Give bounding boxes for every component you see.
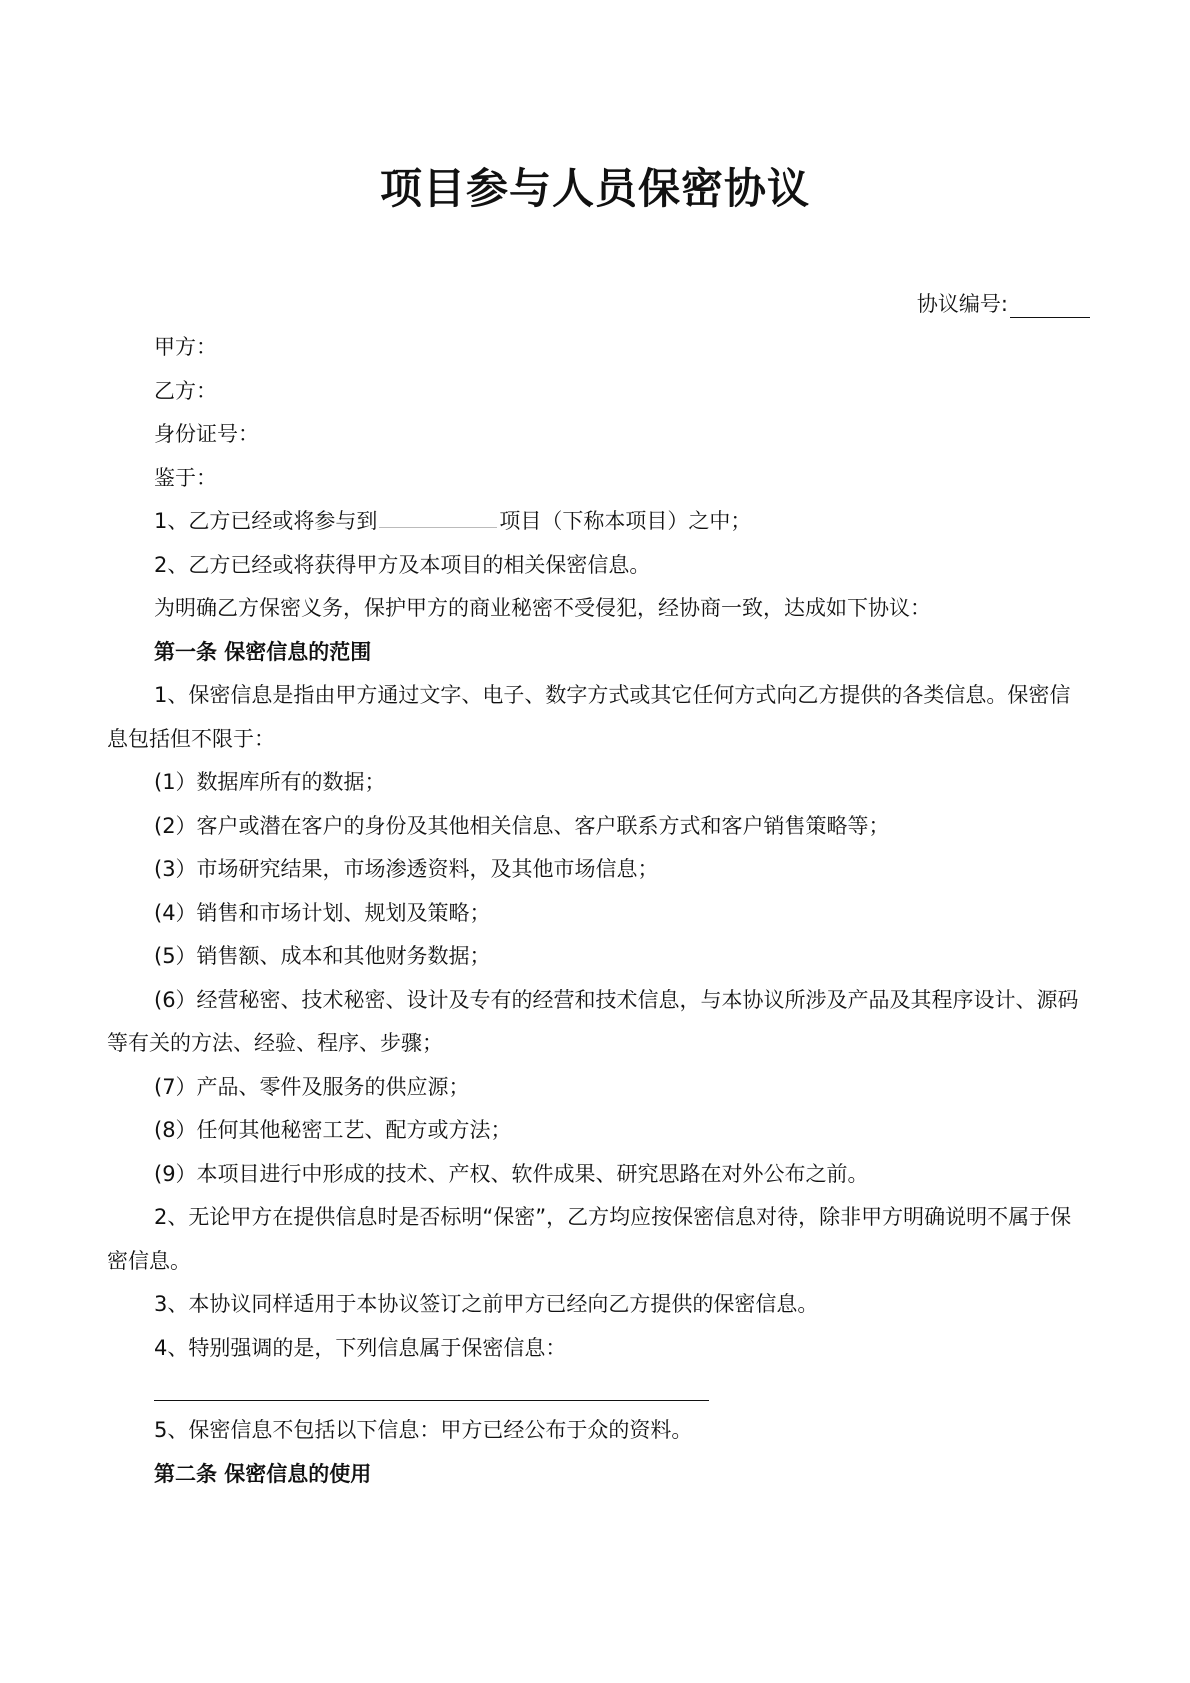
list-item: (2）客户或潜在客户的身份及其他相关信息、客户联系方式和客户销售策略等； (154, 813, 890, 838)
contract-number-label: 协议编号: (916, 292, 1008, 316)
list-item: (4）销售和市场计划、规划及策略； (154, 900, 491, 925)
article-1-clause-4: 4、特别强调的是，下列信息属于保密信息： (154, 1335, 567, 1360)
whereas-line: 鉴于： (154, 465, 217, 490)
document-title: 项目参与人员保密协议 (379, 164, 810, 213)
party-a-line: 甲方： (154, 335, 217, 359)
list-item: (9）本项目进行中形成的技术、产权、软件成果、研究思路在对外公布之前。 (154, 1161, 869, 1186)
document-body (107, 326, 1087, 1496)
contract-number (917, 288, 1090, 318)
article-1-heading: 第一条 保密信息的范围 (154, 639, 372, 664)
party-b-line: 乙方： (154, 378, 217, 403)
list-item: (1）数据库所有的数据； (154, 770, 386, 794)
list-item: (8）任何其他秘密工艺、配方或方法； (154, 1118, 512, 1142)
article-1-clause-5: 5、保密信息不包括以下信息：甲方已经公布于众的资料。 (154, 1418, 693, 1442)
id-number-line: 身份证号： (154, 422, 259, 446)
whereas-item-1-post: 项目（下称本项目）之中； (499, 509, 752, 533)
article-1-clause-1: 1、保密信息是指由甲方通过文字、电子、数字方式或其它任何方式向乙方提供的各类信息。保密信息包括但不限于： (107, 683, 1071, 751)
special-info-blank[interactable] (154, 1370, 709, 1401)
list-item: (7）产品、零件及服务的供应源； (154, 1074, 470, 1099)
purpose-line: 为明确乙方保密义务，保护甲方的商业秘密不受侵犯，经协商一致，达成如下协议： (154, 596, 931, 620)
whereas-item-1-pre: 1、乙方已经或将参与到 (154, 509, 378, 533)
project-name-blank[interactable] (379, 507, 497, 528)
list-item: (5）销售额、成本和其他财务数据； (154, 944, 491, 968)
whereas-item-2: 2、乙方已经或将获得甲方及本项目的相关保密信息。 (154, 552, 651, 577)
list-item: (6）经营秘密、技术秘密、设计及专有的经营和技术信息，与本协议所涉及产品及其程序设计、源码等有关的方法、经验、程序、步骤； (107, 987, 1079, 1055)
contract-number-blank[interactable] (1010, 297, 1090, 318)
article-2-heading: 第二条 保密信息的使用 (154, 1461, 372, 1486)
article-1-clause-3: 3、本协议同样适用于本协议签订之前甲方已经向乙方提供的保密信息。 (154, 1292, 819, 1316)
whereas-item-1 (107, 500, 1087, 544)
article-1-clause-2: 2、无论甲方在提供信息时是否标明“保密”，乙方均应按保密信息对待，除非甲方明确说明不属于保密信息。 (107, 1205, 1072, 1273)
list-item: (3）市场研究结果，市场渗透资料，及其他市场信息； (154, 857, 659, 881)
